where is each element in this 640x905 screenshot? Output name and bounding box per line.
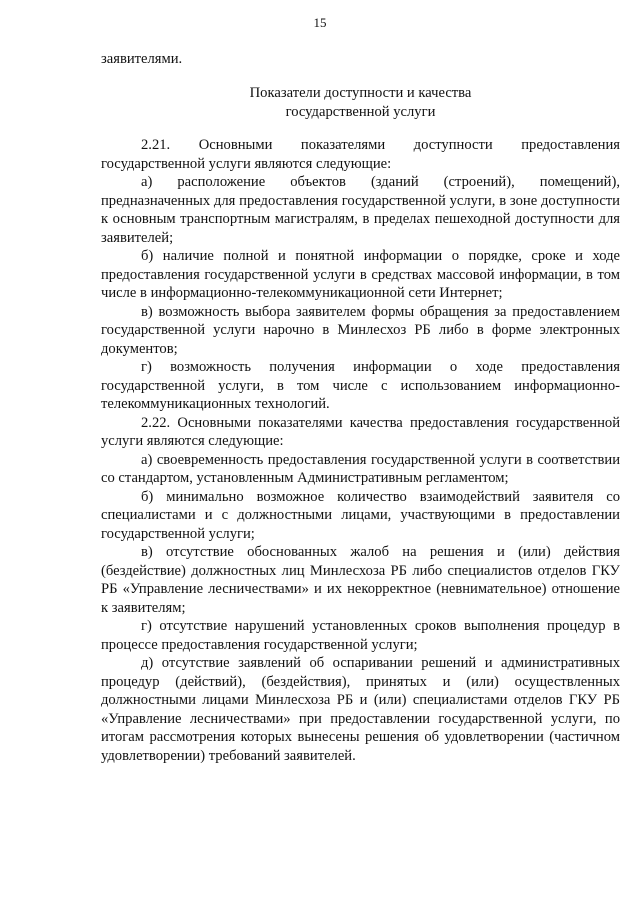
paragraph-2-21-v: в) возможность выбора заявителем формы обращения за предоставлением государственной услуги нарочно в Минлесхоз РБ либо в форме электронных документов;: [101, 303, 620, 357]
document-body: [101, 136, 620, 765]
section-heading-line-1: Показатели доступности и качества: [249, 85, 472, 101]
continuation-text: заявителями.: [101, 51, 183, 67]
paragraph-2-22-b: б) минимально возможное количество взаимодействий заявителя со специалистами и с должностными лицами, участвующими в предоставлении государственной услуги;: [101, 488, 620, 542]
paragraph-2-21-g: г) возможность получения информации о ходе предоставления государственной услуги, в том числе с использованием информационно-телекоммуникационных технологий.: [101, 359, 620, 412]
paragraph-2-21-a: а) расположение объектов (зданий (строений), помещений), предназначенных для предоставления государственной услуги, в зоне доступности к основным транспортным магистралям, в пределах пешеходной доступности для заявителей;: [101, 174, 620, 246]
paragraph-2-22-v: в) отсутствие обоснованных жалоб на решения и (или) действия (бездействие) должностных лиц Минлесхоза РБ либо специалистов отделов ГКУ РБ «Управление лесничествами» и их некорректное (невнимательное) отношение к заявителям;: [101, 544, 620, 616]
section-heading: [101, 84, 620, 121]
section-heading-line-2: государственной услуги: [285, 103, 436, 120]
paragraph-2-21-b: б) наличие полной и понятной информации о порядке, сроке и ходе предоставления государственной услуги в средствах массовой информации, в том числе в информационно-телекоммуникационной сети Интернет;: [101, 248, 620, 301]
page-number: 15: [313, 15, 327, 30]
paragraph-2-22-g: г) отсутствие нарушений установленных сроков выполнения процедур в процессе предоставления государственной услуги;: [101, 618, 620, 653]
paragraph-2-21: 2.21. Основными показателями доступности предоставления государственной услуги являются следующие:: [101, 137, 620, 172]
paragraph-2-22-a: а) своевременность предоставления государственной услуги в соответствии со стандартом, установленным Административным регламентом;: [101, 451, 620, 486]
paragraph-2-22: 2.22. Основными показателями качества предоставления государственной услуги являются следующие:: [101, 414, 620, 449]
paragraph-2-22-d: д) отсутствие заявлений об оспаривании решений и административных процедур (действий), (бездействия), принятых и (или) осуществленных должностными лицами Минлесхоза РБ и (или) специалистами отделов ГКУ РБ «Управление лесничествами» при предоставлении государственной услуги, по итогам рассмотрения которых вынесены решения об удовлетворении (частичном удовлетворении) требований заявителей.: [101, 655, 620, 764]
